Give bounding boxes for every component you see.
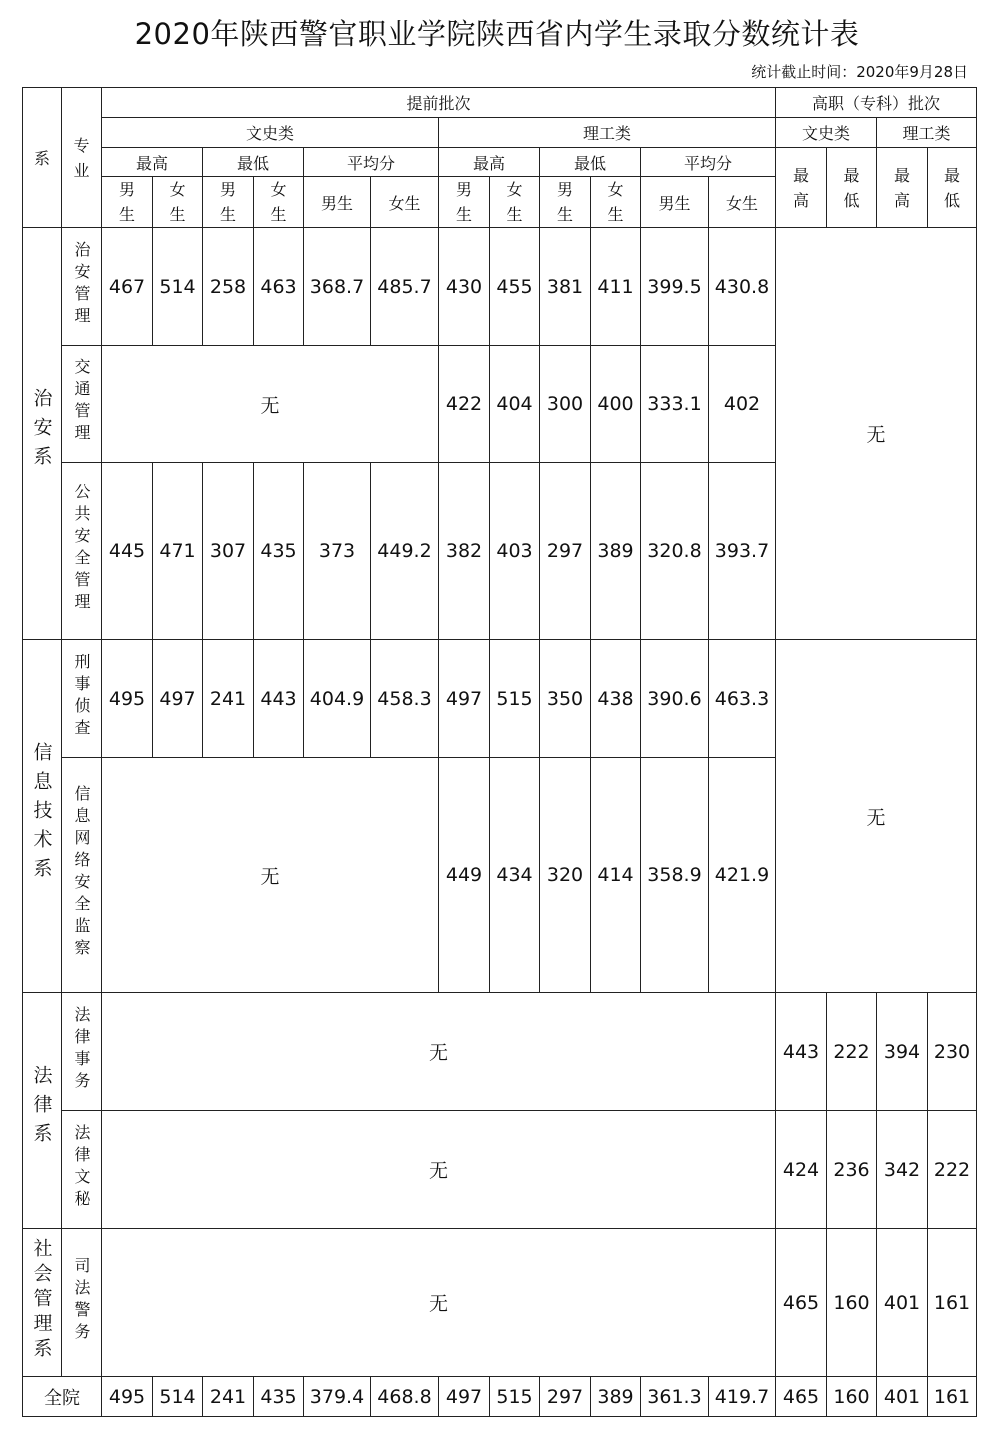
score-cell: 458.3 [371,640,439,758]
header-major-label: 专业 [73,135,90,180]
score-cell: 485.7 [371,228,439,346]
header-female [591,177,641,228]
score-cell: 497 [439,640,490,758]
score-cell: 236 [827,1111,877,1229]
score-cell: 404 [490,346,540,463]
major-cell [62,346,102,463]
header-sci-average: 平均分 [641,148,776,177]
score-cell: 443 [776,993,827,1111]
score-cell: 401 [877,1229,928,1377]
score-cell: 421.9 [709,758,776,993]
dept-cell [23,993,62,1229]
score-cell: 497 [153,640,203,758]
header-dept [23,88,62,228]
score-cell: 368.7 [304,228,371,346]
score-cell: 300 [540,346,591,463]
header-arts-lowest: 最低 [203,148,304,177]
score-cell: 382 [439,463,490,640]
header-hv-arts-highest [776,148,827,228]
score-cell: 342 [877,1111,928,1229]
score-cell: 160 [827,1229,877,1377]
score-cell: 402 [709,346,776,463]
score-cell: 389 [591,463,641,640]
score-cell: 258 [203,228,254,346]
major-name: 司法警务 [72,1256,91,1345]
score-cell: 393.7 [709,463,776,640]
total-cell: 241 [203,1377,254,1417]
header-hv-sci-highest [877,148,928,228]
header-female [153,177,203,228]
major-cell [62,1111,102,1229]
score-cell: 463 [254,228,304,346]
score-cell: 404.9 [304,640,371,758]
score-cell: 467 [102,228,153,346]
header-male [540,177,591,228]
score-cell: 435 [254,463,304,640]
major-cell [62,640,102,758]
header-early-batch: 提前批次 [102,88,776,118]
total-cell: 161 [928,1377,977,1417]
total-cell: 379.4 [304,1377,371,1417]
score-cell: 400 [591,346,641,463]
header-early-science: 理工类 [439,118,776,148]
major-name: 交通管理 [72,358,91,446]
score-cell: 422 [439,346,490,463]
male-label: 男生 [118,180,135,224]
dept-cell [23,228,62,640]
major-cell [62,1229,102,1377]
score-cell: 471 [153,463,203,640]
header-sci-highest: 最高 [439,148,540,177]
score-cell: 443 [254,640,304,758]
cutoff-date: 统计截止时间：2020年9月28日 [751,63,968,81]
score-cell: 414 [591,758,641,993]
page-title: 2020年陕西警官职业学院陕西省内学生录取分数统计表 [134,17,860,51]
table-row [23,228,977,346]
total-cell: 401 [877,1377,928,1417]
header-dept-label: 系 [33,149,50,168]
hv-sci-lowest-label: 最低 [943,165,960,210]
score-cell: 411 [591,228,641,346]
score-cell: 438 [591,640,641,758]
total-cell: 465 [776,1377,827,1417]
none-cell: 无 [102,346,439,463]
male-label: 男生 [455,180,472,224]
hv-arts-highest-label: 最高 [792,165,809,210]
score-cell: 222 [928,1111,977,1229]
header-hv-science: 理工类 [877,118,977,148]
total-cell: 419.7 [709,1377,776,1417]
score-cell: 320 [540,758,591,993]
hv-sci-highest-label: 最高 [893,165,910,210]
score-cell: 358.9 [641,758,709,993]
none-cell: 无 [102,758,439,993]
header-male: 男生 [641,177,709,228]
score-cell: 515 [490,640,540,758]
score-cell: 403 [490,463,540,640]
score-cell: 394 [877,993,928,1111]
female-label: 女生 [169,180,186,224]
major-cell [62,993,102,1111]
score-cell: 434 [490,758,540,993]
score-cell: 465 [776,1229,827,1377]
score-cell: 333.1 [641,346,709,463]
dept-name: 社会管理系 [30,1238,53,1363]
dept-cell [23,640,62,993]
total-cell: 435 [254,1377,304,1417]
male-label: 男生 [556,180,573,224]
none-cell: 无 [102,1111,776,1229]
score-cell: 430.8 [709,228,776,346]
header-early-arts: 文史类 [102,118,439,148]
total-cell: 468.8 [371,1377,439,1417]
header-hv-arts: 文史类 [776,118,877,148]
score-cell: 445 [102,463,153,640]
dept-name: 治安系 [30,388,53,475]
total-cell: 361.3 [641,1377,709,1417]
table-row [23,640,977,758]
major-name: 刑事侦查 [72,652,91,741]
total-cell: 297 [540,1377,591,1417]
total-cell: 515 [490,1377,540,1417]
female-label: 女生 [607,180,624,224]
major-name: 信息网络安全监察 [72,785,91,961]
table-row [23,1229,977,1377]
header-female [490,177,540,228]
dept-cell [23,1229,62,1377]
header-hv-arts-lowest [827,148,877,228]
score-cell: 297 [540,463,591,640]
header-hv-sci-lowest [928,148,977,228]
header-arts-highest: 最高 [102,148,203,177]
header-female: 女生 [709,177,776,228]
header-major [62,88,102,228]
header-male [439,177,490,228]
score-cell: 449.2 [371,463,439,640]
female-label: 女生 [506,180,523,224]
dept-name: 法律系 [30,1065,53,1152]
total-row [23,1377,977,1417]
score-cell: 495 [102,640,153,758]
header-female [254,177,304,228]
score-cell: 381 [540,228,591,346]
score-cell: 514 [153,228,203,346]
score-cell: 241 [203,640,254,758]
table-row [23,993,977,1111]
major-name: 公共安全管理 [72,483,91,615]
none-cell: 无 [776,228,977,640]
total-cell: 514 [153,1377,203,1417]
major-cell [62,463,102,640]
major-name: 法律文秘 [72,1123,91,1212]
dept-name: 信息技术系 [30,741,53,887]
major-cell [62,758,102,993]
total-label: 全院 [23,1377,102,1417]
score-cell: 307 [203,463,254,640]
header-male [102,177,153,228]
score-cell: 161 [928,1229,977,1377]
major-name: 治安管理 [72,240,91,329]
score-cell: 320.8 [641,463,709,640]
score-cell: 424 [776,1111,827,1229]
header-arts-average: 平均分 [304,148,439,177]
total-cell: 389 [591,1377,641,1417]
header-hv-batch: 高职（专科）批次 [776,88,977,118]
none-cell: 无 [102,993,776,1111]
major-name: 法律事务 [72,1005,91,1094]
header-female: 女生 [371,177,439,228]
none-cell: 无 [102,1229,776,1377]
admission-score-table [22,87,977,1417]
male-label: 男生 [219,180,236,224]
score-cell: 399.5 [641,228,709,346]
hv-arts-lowest-label: 最低 [843,165,860,210]
score-cell: 373 [304,463,371,640]
header-male: 男生 [304,177,371,228]
total-cell: 495 [102,1377,153,1417]
score-cell: 222 [827,993,877,1111]
major-cell [62,228,102,346]
score-cell: 390.6 [641,640,709,758]
score-cell: 350 [540,640,591,758]
score-cell: 463.3 [709,640,776,758]
score-cell: 430 [439,228,490,346]
total-cell: 497 [439,1377,490,1417]
total-cell: 160 [827,1377,877,1417]
female-label: 女生 [270,180,287,224]
header-sci-lowest: 最低 [540,148,641,177]
score-cell: 455 [490,228,540,346]
score-cell: 230 [928,993,977,1111]
score-cell: 449 [439,758,490,993]
header-male [203,177,254,228]
none-cell: 无 [776,640,977,993]
table-row [23,1111,977,1229]
